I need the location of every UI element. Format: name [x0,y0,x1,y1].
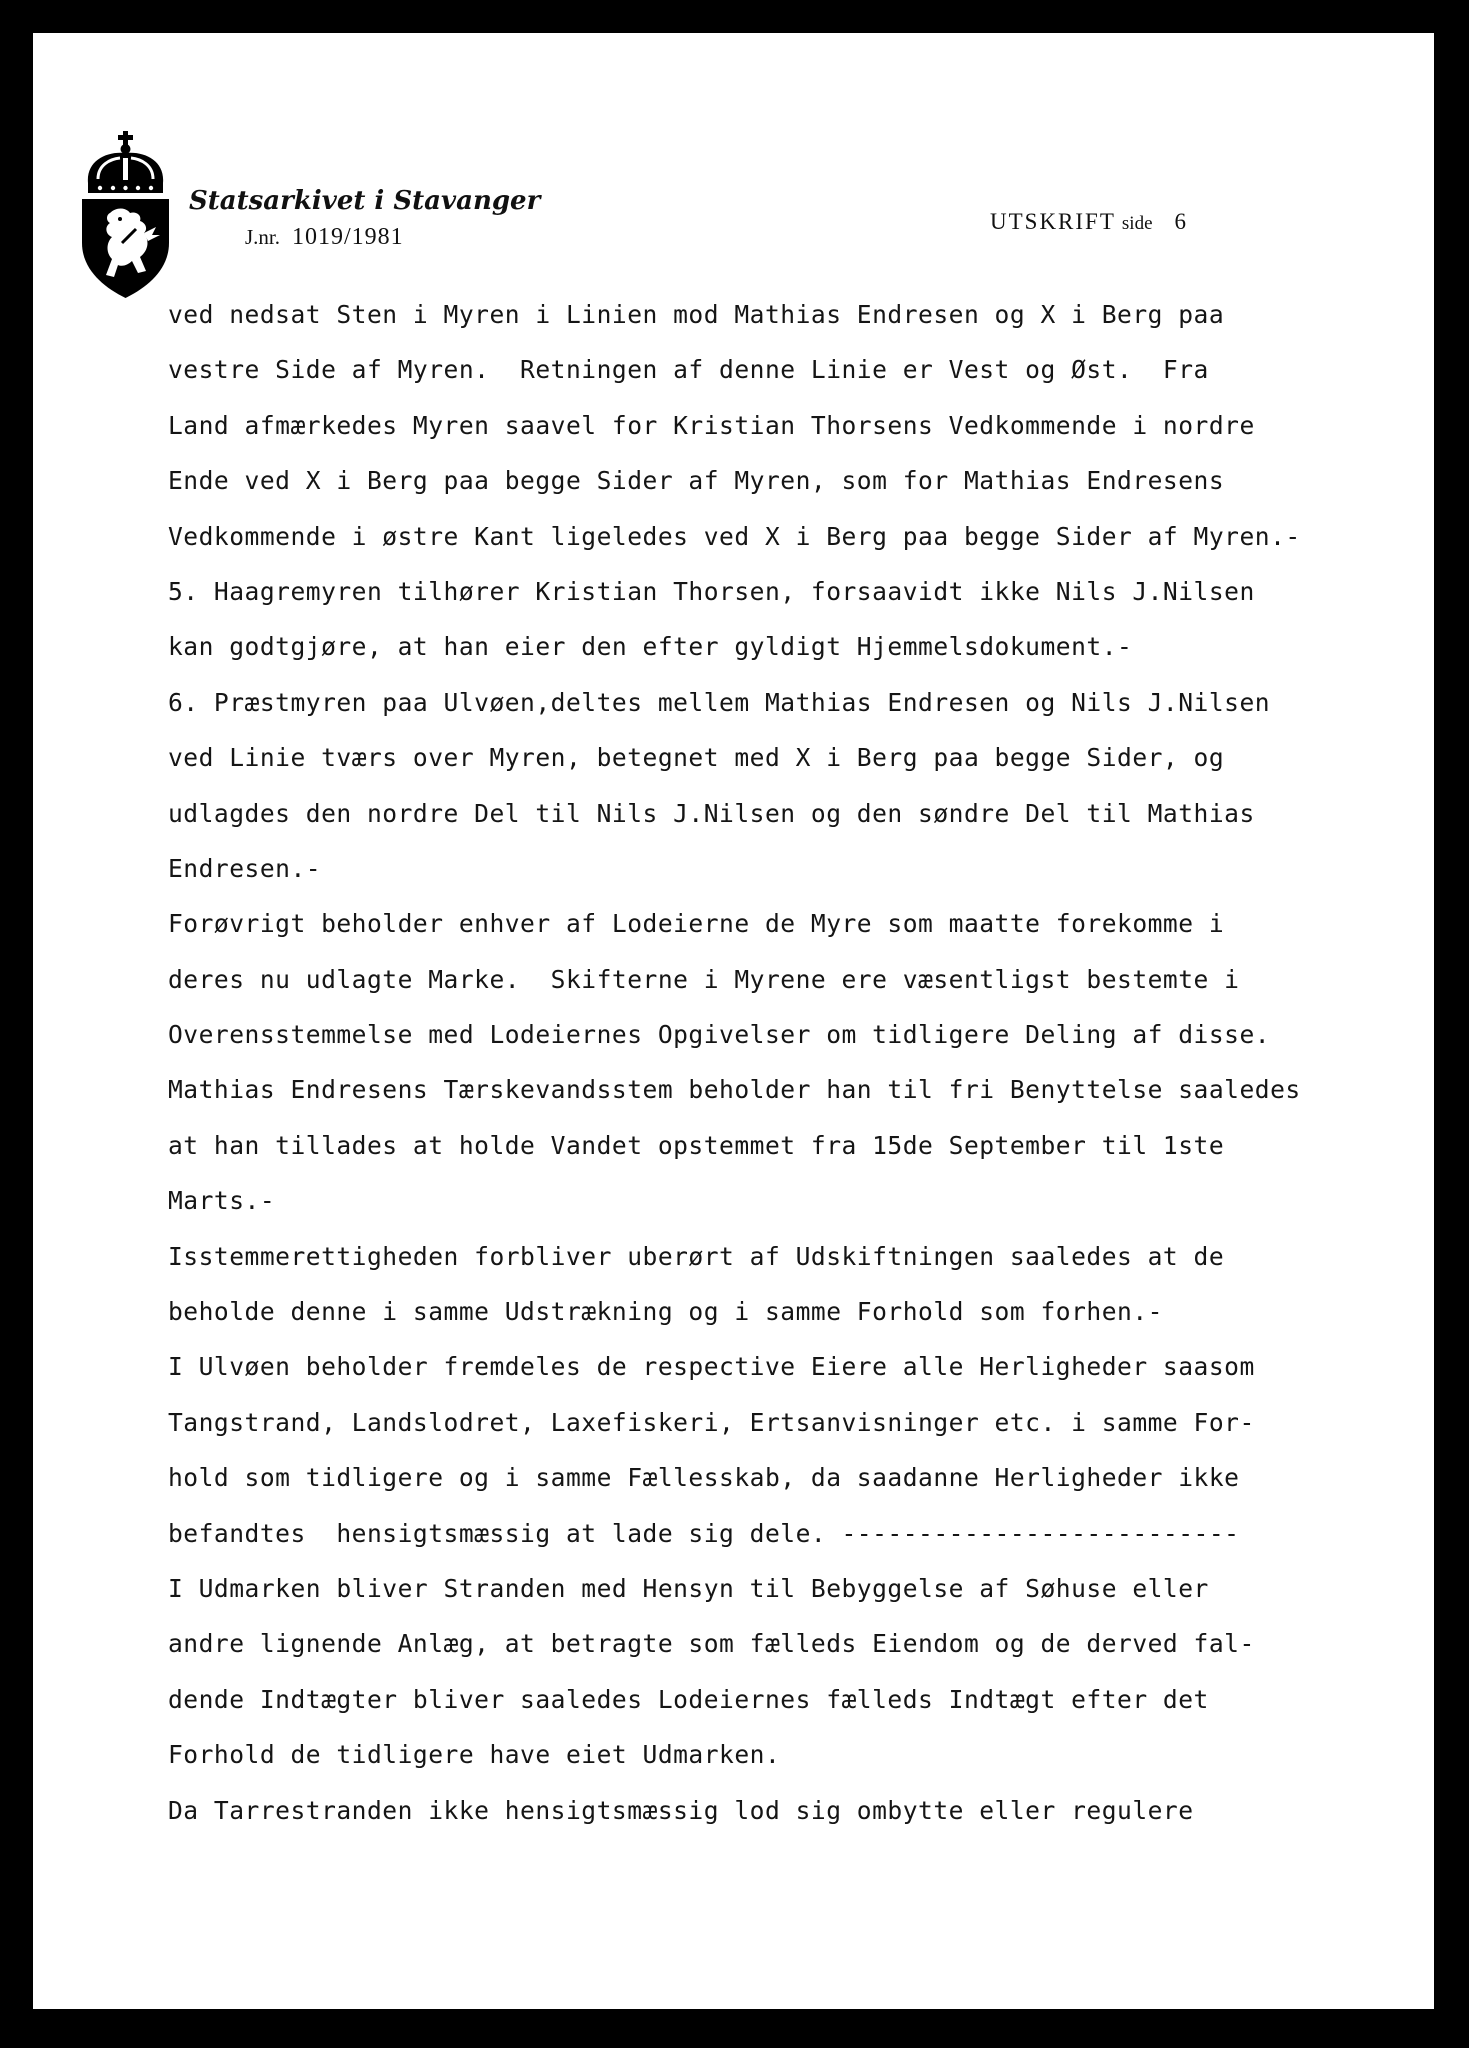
text-line: 5. Haagremyren tilhører Kristian Thorsen, forsaavidt ikke Nils J.Nilsen [168,576,1255,606]
text-line: Da Tarrestranden ikke hensigtsmæssig lod sig ombytte eller regulere [168,1795,1194,1825]
transcript-body [168,287,1408,1838]
archive-name: Statsarkivet i Stavanger [189,186,541,216]
text-line: Forhold de tidligere have eiet Udmarken. [168,1740,781,1770]
text-line: dende Indtægter bliver saaledes Lodeiernes fælleds Indtægt efter det [168,1684,1209,1714]
text-line: Endresen.- [168,853,322,883]
text-line: andre lignende Anlæg, at betragte som fælleds Eiendom og de derved fal- [168,1629,1255,1659]
side-label: side [1121,213,1153,234]
text-line: Forøvrigt beholder enhver af Lodeierne de Myre som maatte forekomme i [168,909,1225,939]
journal-number [245,224,404,251]
text-line: Marts.- [168,1186,276,1216]
text-line: hold som tidligere og i samme Fællesskab, da saadanne Herligheder ikke [168,1463,1240,1493]
text-line: udlagdes den nordre Del til Nils J.Nilsen og den søndre Del til Mathias [168,798,1255,828]
text-line: 6. Præstmyren paa Ulvøen,deltes mellem Mathias Endresen og Nils J.Nilsen [168,687,1271,717]
text-line: ved Linie tværs over Myren, betegnet med X i Berg paa begge Sider, og [168,743,1225,773]
text-line: Mathias Endresens Tærskevandsstem beholder han til fri Benyttelse saaledes [168,1075,1301,1105]
text-line: deres nu udlagte Marke. Skifterne i Myrene ere væsentligst bestemte i [168,964,1240,994]
norwegian-coat-of-arms-icon [80,131,171,299]
journal-label: J.nr. [245,225,281,249]
transcript-label: UTSKRIFT [990,209,1116,234]
text-line: Ende ved X i Berg paa begge Sider af Myren, som for Mathias Endresens [168,466,1225,496]
text-line: ved nedsat Sten i Myren i Linien mod Mathias Endresen og X i Berg paa [168,300,1225,329]
text-line: befandtes hensigtsmæssig at lade sig dele. -------------------------- [168,1518,1240,1548]
text-line: Overensstemmelse med Lodeiernes Opgivelser om tidligere Deling af disse. [168,1020,1271,1050]
text-line: vestre Side af Myren. Retningen af denne Linie er Vest og Øst. Fra [168,355,1209,385]
text-line: Tangstrand, Landslodret, Laxefiskeri, Ertsanvisninger etc. i samme For- [168,1407,1255,1437]
text-line: Land afmærkedes Myren saavel for Kristian Thorsens Vedkommende i nordre [168,410,1255,440]
transcript-page-label [990,209,1186,235]
text-line: Isstemmerettigheden forbliver uberørt af Udskiftningen saaledes at de [168,1241,1225,1271]
text-line: Vedkommende i østre Kant ligeledes ved X i Berg paa begge Sider af Myren.- [168,521,1301,551]
text-line: I Ulvøen beholder fremdeles de respective Eiere alle Herligheder saasom [168,1352,1255,1382]
journal-number-value: 1019/1981 [292,224,404,250]
page-number: 6 [1174,209,1187,234]
text-line: I Udmarken bliver Stranden med Hensyn til Bebyggelse af Søhuse eller [168,1573,1209,1603]
text-line: beholde denne i samme Udstrækning og i samme Forhold som forhen.- [168,1297,1163,1327]
text-line: kan godtgjøre, at han eier den efter gyldigt Hjemmelsdokument.- [168,632,1133,662]
text-line: at han tillades at holde Vandet opstemmet fra 15de September til 1ste [168,1130,1225,1160]
